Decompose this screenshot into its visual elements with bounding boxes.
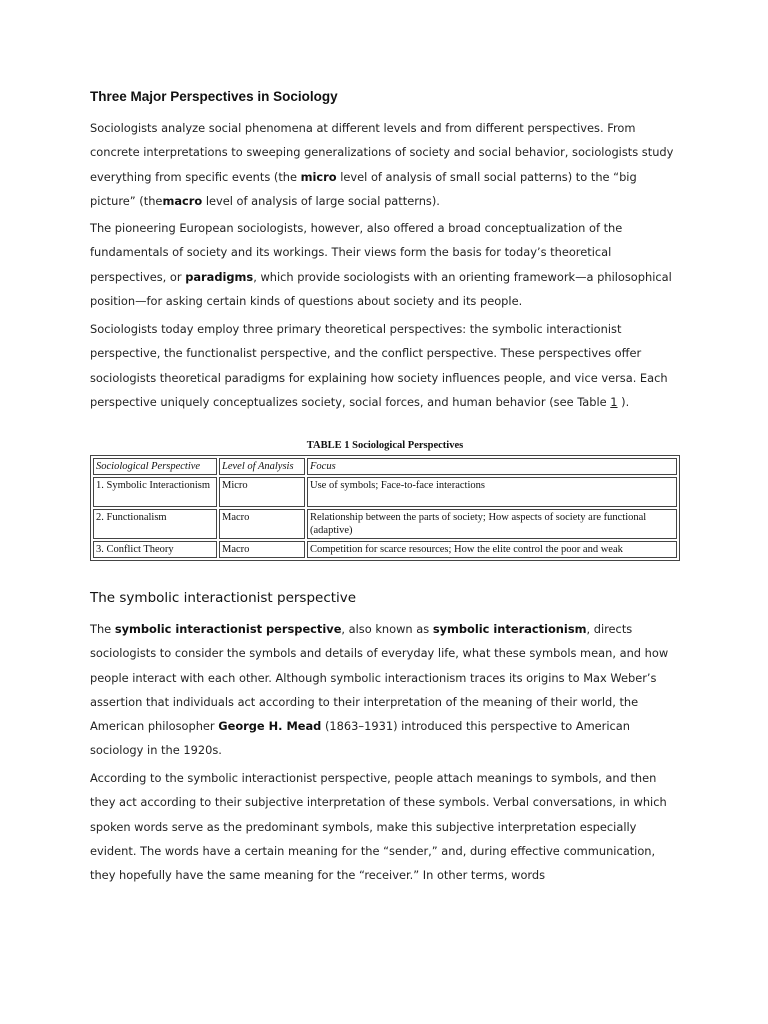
table-cell: 2. Functionalism — [93, 509, 217, 539]
table-cell: Macro — [219, 541, 305, 558]
bold-term-paradigms: paradigms — [185, 269, 254, 284]
table-cell: 3. Conflict Theory — [93, 541, 217, 558]
table-row — [93, 541, 677, 558]
header-cell: Focus — [307, 458, 677, 475]
bold-term-macro: macro — [162, 193, 203, 208]
header-cell: Sociological Perspective — [93, 458, 217, 475]
table-cell: Competition for scarce resources; How the elite control the poor and weak — [307, 541, 677, 558]
text-run: The pioneering European sociologists, however, also offered a broad conceptualization of the fundamentals of society and its workings. Their views form the basis for today’s theoretical perspectives, or — [90, 221, 623, 284]
text-run: Sociologists analyze social phenomena at different levels and from different perspectives. From concrete interpretations to sweeping generalizations of society and social behavior, sociologists study everything from specific events (the — [90, 121, 674, 184]
table-cell: Use of symbols; Face-to-face interactions — [307, 477, 677, 507]
table-cell: 1. Symbolic Interactionism — [93, 477, 217, 507]
text-run: level of analysis of large social patterns). — [202, 193, 440, 208]
section-heading: The symbolic interactionist perspective — [90, 590, 357, 606]
text-run: level of analysis of small social patterns) to the “big picture” (the — [90, 169, 637, 208]
table-reference-link[interactable]: 1 — [610, 394, 618, 409]
table-header-row — [93, 458, 677, 475]
bold-term-george-mead: George H. Mead — [218, 719, 322, 734]
paragraph-intro — [90, 116, 680, 213]
paragraph-three-perspectives — [90, 317, 680, 414]
text-run: , which provide sociologists with an orienting framework—a philosophical position—for asking certain kinds of questions about society and its people. — [90, 269, 672, 308]
paragraph-pioneering — [90, 216, 680, 313]
perspectives-table — [90, 455, 680, 561]
text-run: ). — [617, 394, 630, 409]
text-run: The — [90, 622, 115, 636]
text-run: (1863–1931) introduced this perspective to American sociology in the 1920s. — [90, 719, 630, 758]
text-run: According to the symbolic interactionist perspective, people attach meanings to symbols, and then they act according to their subjective interpretation of these symbols. Verbal conversations, in which spoken words serve as the predominant symbols, make this subjective interpretation especially evident. The words have a certain meaning for the “sender,” and, during effective communication, they hopefully have the same meaning for the “receiver.” In other terms, words — [90, 771, 667, 883]
header-cell: Level of Analysis — [219, 458, 305, 475]
table-caption: TABLE 1 Sociological Perspectives — [306, 440, 464, 451]
table-cell: Relationship between the parts of society; How aspects of society are functional (adaptive) — [307, 509, 677, 539]
table-cell: Micro — [219, 477, 305, 507]
text-run: , also known as — [341, 622, 433, 636]
bold-term-symbolic-interactionist-perspective: symbolic interactionist perspective — [114, 622, 342, 636]
table-cell: Macro — [219, 509, 305, 539]
text-run: , directs sociologists to consider the symbols and details of everyday life, what these symbols mean, and how people interact with each other. Although symbolic interactionism traces its origins to Max Weber’s assertion that individuals act according to their interpretation of the meaning of their world, the American philosopher — [90, 622, 669, 734]
table-row — [93, 509, 677, 539]
paragraph-symbolic-interactionism — [90, 617, 680, 763]
bold-term-micro: micro — [300, 169, 337, 184]
page-title: Three Major Perspectives in Sociology — [90, 89, 338, 104]
paragraph-meanings — [90, 766, 680, 887]
text-run: Sociologists today employ three primary theoretical perspectives: the symbolic interactionist perspective, the functionalist perspective, and the conflict perspective. These perspectives offer sociologists theoretical paradigms for explaining how society influences people, and vice versa. Each perspective uniquely conceptualizes society, social forces, and human behavior (see Table — [90, 322, 668, 409]
table-row — [93, 477, 677, 507]
bold-term-symbolic-interactionism: symbolic interactionism — [432, 622, 587, 636]
